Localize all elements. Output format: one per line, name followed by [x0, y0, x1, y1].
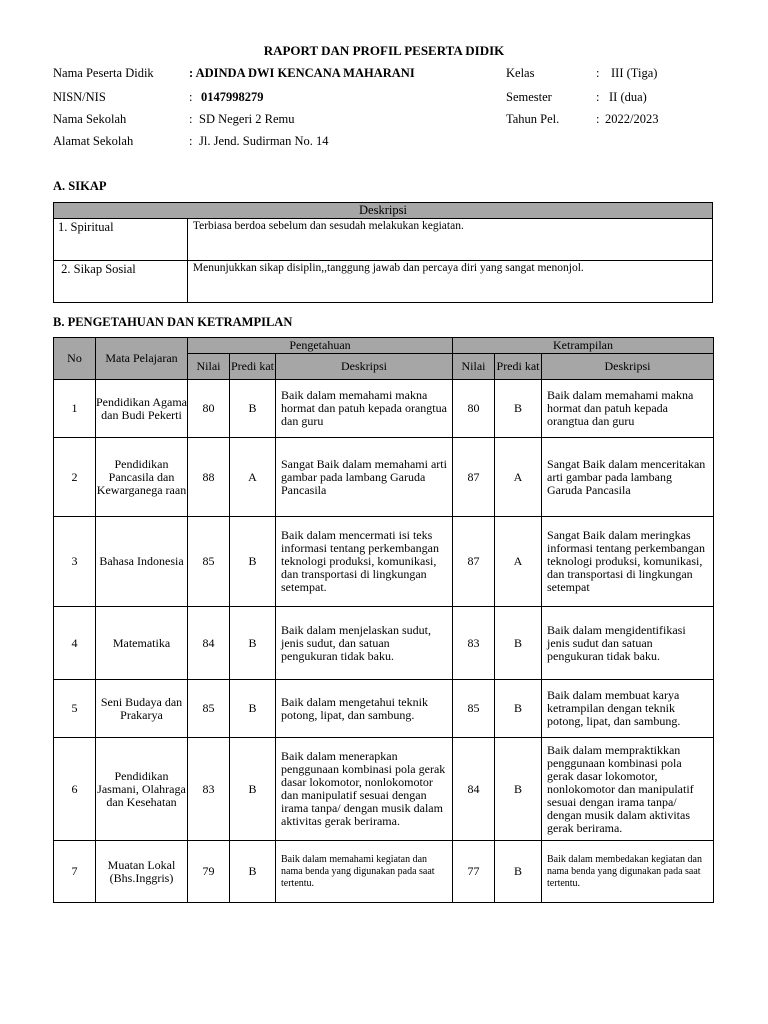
col-s-nilai-header: Nilai: [453, 354, 495, 380]
class-value: III (Tiga): [611, 66, 658, 80]
row-s-predikat: B: [495, 607, 542, 680]
table-row: [54, 517, 714, 607]
table-row: [54, 438, 714, 517]
row-k-deskripsi: Baik dalam menjelaskan sudut, jenis sudut, dan satuan pengukuran tidak baku.: [276, 607, 453, 680]
school-value: SD Negeri 2 Remu: [199, 112, 295, 126]
row-subject: Seni Budaya dan Prakarya: [96, 680, 188, 738]
row-s-nilai: 80: [453, 380, 495, 438]
row-k-deskripsi: Baik dalam mengetahui teknik potong, lipat, dan sambung.: [276, 680, 453, 738]
table-row: [54, 607, 714, 680]
col-k-deskripsi-header: Deskripsi: [276, 354, 453, 380]
sikap-row: [54, 219, 713, 261]
row-k-predikat: B: [230, 380, 276, 438]
sikap-row: [54, 261, 713, 303]
nisn-value: 0147998279: [201, 90, 264, 104]
col-knowledge-header: Pengetahuan: [188, 338, 453, 354]
row-s-predikat: B: [495, 738, 542, 841]
year-label: Tahun Pel.: [506, 112, 560, 126]
row-k-nilai: 85: [188, 680, 230, 738]
row-no: 7: [54, 841, 96, 903]
row-k-predikat: B: [230, 517, 276, 607]
row-s-deskripsi: Baik dalam mengidentifikasi jenis sudut dan satuan pengukuran tidak baku.: [542, 607, 714, 680]
row-k-predikat: B: [230, 841, 276, 903]
col-s-predikat-header: Predi kat: [495, 354, 542, 380]
sikap-header: Deskripsi: [54, 203, 713, 219]
row-s-predikat: B: [495, 841, 542, 903]
sikap-table: [53, 202, 713, 303]
nisn-label: NISN/NIS: [53, 90, 106, 104]
semester-colon: :: [596, 90, 600, 104]
row-s-nilai: 87: [453, 438, 495, 517]
school-label: Nama Sekolah: [53, 112, 127, 126]
table-row: [54, 380, 714, 438]
row-k-nilai: 88: [188, 438, 230, 517]
col-s-deskripsi-header: Deskripsi: [542, 354, 714, 380]
sikap-desc: Menunjukkan sikap disiplin,,tanggung jawab dan percaya diri yang sangat menonjol.: [187, 261, 712, 303]
row-k-deskripsi: Baik dalam memahami makna hormat dan patuh kepada orangtua dan guru: [276, 380, 453, 438]
row-no: 4: [54, 607, 96, 680]
row-s-predikat: A: [495, 517, 542, 607]
col-no-header: No: [54, 338, 96, 380]
address-value: Jl. Jend. Sudirman No. 14: [199, 134, 329, 148]
col-k-nilai-header: Nilai: [188, 354, 230, 380]
col-k-predikat-header: Predi kat: [230, 354, 276, 380]
name-value: : ADINDA DWI KENCANA MAHARANI: [189, 66, 415, 80]
row-k-deskripsi: Sangat Baik dalam memahami arti gambar pada lambang Garuda Pancasila: [276, 438, 453, 517]
grades-table: [53, 337, 714, 903]
class-label: Kelas: [506, 66, 535, 80]
col-skill-header: Ketrampilan: [453, 338, 714, 354]
row-s-nilai: 85: [453, 680, 495, 738]
sikap-desc: Terbiasa berdoa sebelum dan sesudah melakukan kegiatan.: [187, 219, 712, 261]
nisn-colon: :: [189, 90, 193, 104]
section-a-title: A. SIKAP: [53, 179, 107, 193]
row-s-nilai: 84: [453, 738, 495, 841]
col-subject-header: Mata Pelajaran: [96, 338, 188, 380]
row-subject: Pendidikan Pancasila dan Kewarganega raan: [96, 438, 188, 517]
row-subject: Pendidikan Agama dan Budi Pekerti: [96, 380, 188, 438]
class-colon: :: [596, 66, 600, 80]
name-label: Nama Peserta Didik: [53, 66, 154, 80]
row-s-deskripsi: Sangat Baik dalam menceritakan arti gambar pada lambang Garuda Pancasila: [542, 438, 714, 517]
row-s-nilai: 87: [453, 517, 495, 607]
row-s-nilai: 83: [453, 607, 495, 680]
row-k-deskripsi: Baik dalam mencermati isi teks informasi tentang perkembangan teknologi produksi, komunikasi, dan transportasi di lingkungan setempat.: [276, 517, 453, 607]
semester-label: Semester: [506, 90, 552, 104]
row-k-deskripsi: Baik dalam menerapkan penggunaan kombinasi pola gerak dasar lokomotor, nonlokomotor dan manipulatif sesuai dengan irama tanpa/ dengan musik dalam aktivitas gerak berirama.: [276, 738, 453, 841]
sikap-label: 1. Spiritual: [54, 219, 188, 261]
table-row: [54, 841, 714, 903]
address-colon: :: [189, 134, 193, 148]
row-s-deskripsi: Baik dalam mempraktikkan penggunaan kombinasi pola gerak dasar lokomotor, nonlokomotor dan manipulatif sesuai dengan irama tanpa/ dengan musik dalam aktivitas gerak berirama.: [542, 738, 714, 841]
row-k-predikat: A: [230, 438, 276, 517]
row-s-predikat: B: [495, 680, 542, 738]
section-b-title: B. PENGETAHUAN DAN KETRAMPILAN: [53, 315, 293, 329]
row-k-predikat: B: [230, 738, 276, 841]
school-colon: :: [189, 112, 193, 126]
row-no: 3: [54, 517, 96, 607]
row-k-nilai: 84: [188, 607, 230, 680]
row-k-nilai: 80: [188, 380, 230, 438]
row-k-predikat: B: [230, 607, 276, 680]
row-subject: Pendidikan Jasmani, Olahraga dan Kesehatan: [96, 738, 188, 841]
row-no: 6: [54, 738, 96, 841]
sikap-label: 2. Sikap Sosial: [54, 261, 188, 303]
row-s-nilai: 77: [453, 841, 495, 903]
row-no: 2: [54, 438, 96, 517]
semester-value: II (dua): [609, 90, 647, 104]
row-subject: Bahasa Indonesia: [96, 517, 188, 607]
row-k-deskripsi: Baik dalam memahami kegiatan dan nama benda yang digunakan pada saat tertentu.: [276, 841, 453, 903]
table-row: [54, 680, 714, 738]
year-colon: :: [596, 112, 600, 126]
row-s-deskripsi: Baik dalam membuat karya ketrampilan dengan teknik potong, lipat, dan sambung.: [542, 680, 714, 738]
row-s-deskripsi: Sangat Baik dalam meringkas informasi tentang perkembangan teknologi produksi, komunikasi, dan transportasi di lingkungan setempat: [542, 517, 714, 607]
report-title: RAPORT DAN PROFIL PESERTA DIDIK: [263, 43, 505, 58]
row-s-deskripsi: Baik dalam membedakan kegiatan dan nama benda yang digunakan pada saat tertentu.: [542, 841, 714, 903]
address-label: Alamat Sekolah: [53, 134, 134, 148]
row-s-deskripsi: Baik dalam memahami makna hormat dan patuh kepada orangtua dan guru: [542, 380, 714, 438]
row-k-predikat: B: [230, 680, 276, 738]
row-s-predikat: A: [495, 438, 542, 517]
year-value: 2022/2023: [605, 112, 659, 126]
row-subject: Matematika: [96, 607, 188, 680]
row-k-nilai: 83: [188, 738, 230, 841]
row-no: 5: [54, 680, 96, 738]
row-no: 1: [54, 380, 96, 438]
row-subject: Muatan Lokal (Bhs.Inggris): [96, 841, 188, 903]
row-s-predikat: B: [495, 380, 542, 438]
row-k-nilai: 85: [188, 517, 230, 607]
table-row: [54, 738, 714, 841]
row-k-nilai: 79: [188, 841, 230, 903]
